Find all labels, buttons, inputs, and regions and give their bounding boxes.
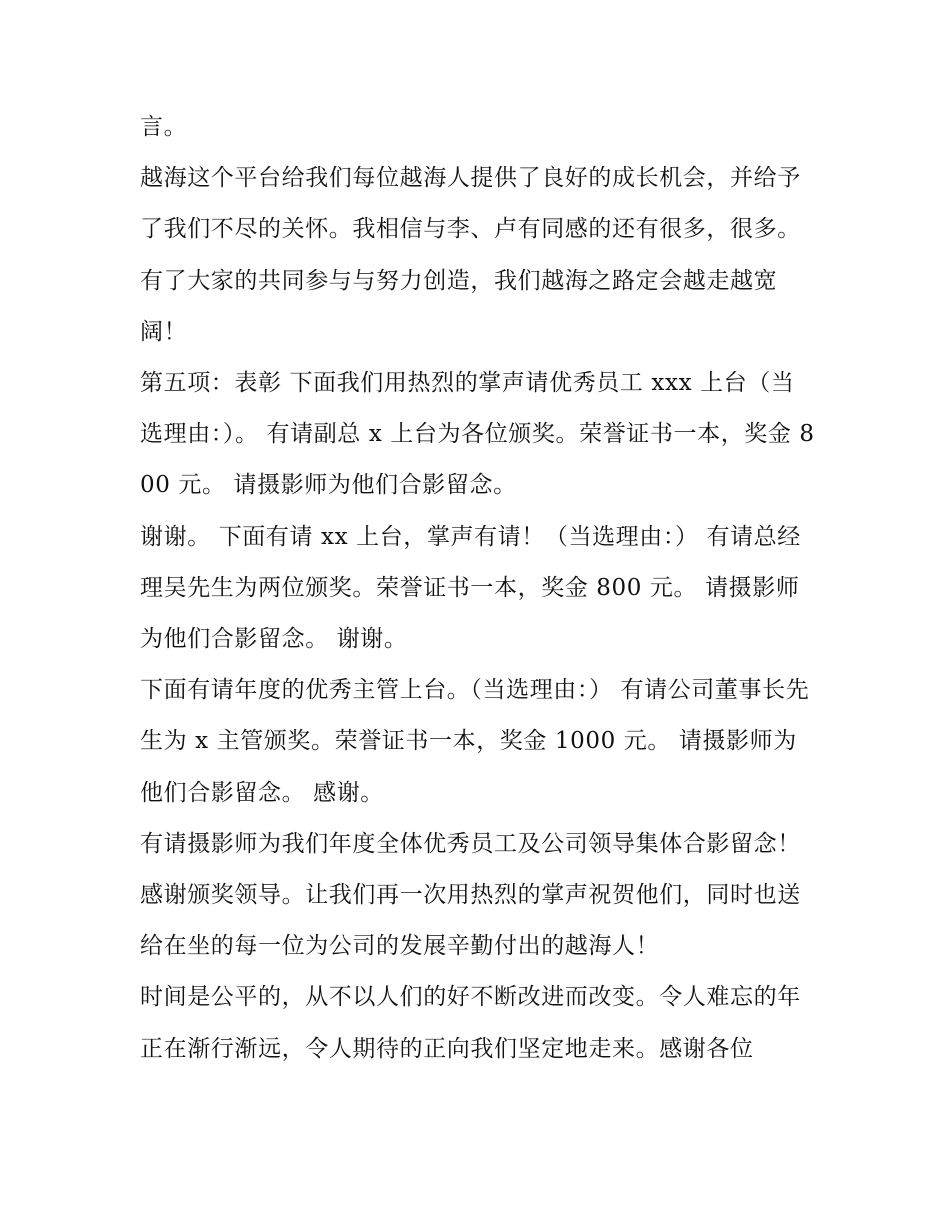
paragraph-supervisor-award: 下面有请年度的优秀主管上台。（当选理由：） 有请公司董事长先生为 x 主管颁奖。荣誉证书一本，奖金 1000 元。 请摄影师为他们合影留念。 感谢。 — [140, 677, 810, 806]
paragraph-time-fair: 时间是公平的，从不以人们的好不断改进而改变。令人难忘的年正在渐行渐远，令人期待的正向我们坚定地走来。感谢各位 — [140, 984, 801, 1062]
paragraph-closing-word: 言。 — [140, 114, 188, 140]
document-body — [140, 102, 816, 1075]
paragraph-second-award: 谢谢。 下面有请 xx 上台，掌声有请！（当选理由：） 有请总经理吴先生为两位颁奖。荣誉证书一本，奖金 800 元。 请摄影师为他们合影留念。 谢谢。 — [140, 523, 801, 653]
paragraph-item-five-award: 第五项：表彰 下面我们用热烈的掌声请优秀员工 xxx 上台（当选理由：）。 有请副总 x 上台为各位颁奖。荣誉证书一本，奖金 800 元。 请摄影师为他们合影留念。 — [140, 370, 815, 499]
paragraph-platform-growth: 越海这个平台给我们每位越海人提供了良好的成长机会，并给予了我们不尽的关怀。我相信与李、卢有同感的还有很多，很多。有了大家的共同参与与努力创造，我们越海之路定会越走越宽阔！ — [140, 165, 801, 345]
paragraph-thanks-leaders: 感谢颁奖领导。让我们再一次用热烈的掌声祝贺他们，同时也送给在坐的每一位为公司的发展辛勤付出的越海人！ — [140, 882, 801, 960]
paragraph-group-photo: 有请摄影师为我们年度全体优秀员工及公司领导集体合影留念！ — [140, 830, 801, 857]
